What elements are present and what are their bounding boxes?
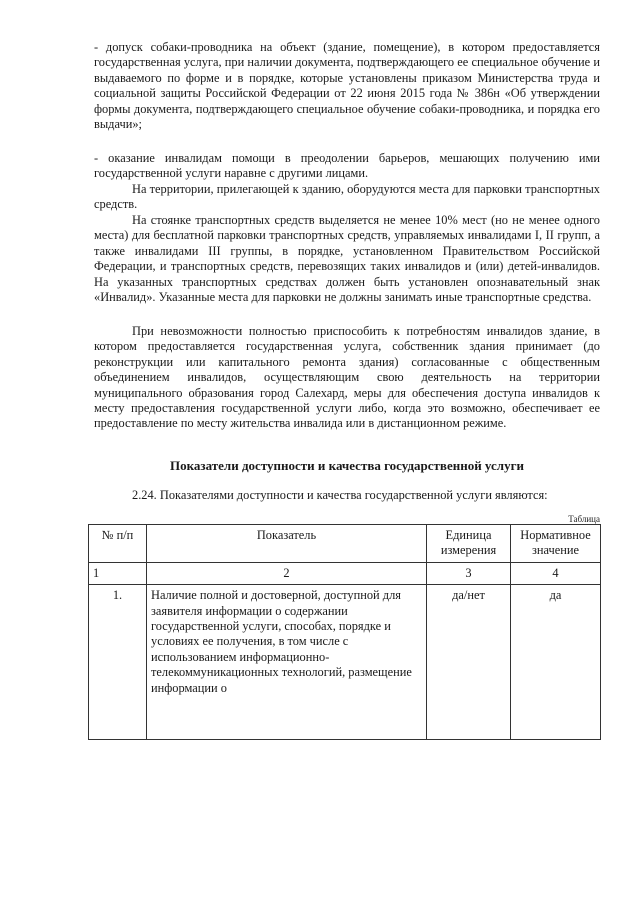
header-unit: Единица измерения [427, 525, 511, 563]
row-unit: да/нет [427, 585, 511, 740]
numbering-cell: 2 [147, 562, 427, 584]
numbering-cell: 1 [89, 562, 147, 584]
row-indicator [147, 585, 427, 740]
paragraph-indicators-intro: 2.24. Показателями доступности и качества государственной услуги являются: [132, 488, 548, 502]
table-header-row [89, 525, 601, 563]
numbering-cell: 3 [427, 562, 511, 584]
indicators-table [88, 524, 601, 740]
section-heading: Показатели доступности и качества государственной услуги [169, 458, 524, 473]
paragraph-assistance: - оказание инвалидам помощи в преодолении барьеров, мешающих получению ими государственной услуги наравне с другими лицами. [94, 151, 600, 181]
paragraph-parking-places: На стоянке транспортных средств выделяется не менее 10% мест (но не менее одного места) для бесплатной парковки транспортных средств, управляемых инвалидами I, II групп, а также инвалидами III группы, в порядке, установленном Правительством Российской Федерации, и транспортных средств, перевозящих таких инвалидов и (или) детей-инвалидов. На указанных транспортных средствах должен быть установлен опознавательный знак «Инвалид». Указанные места для парковки не должны занимать иные транспортные средства. [94, 213, 600, 305]
paragraph-building-adaptation: При невозможности полностью приспособить к потребностям инвалидов здание, в котором предоставляется государственная услуга, собственник здания принимает (до реконструкции или капитального ремонта здания) согласованные с общественным объединением инвалидов, осуществляющим свою деятельность на территории муниципального образования город Салехард, меры для обеспечения доступа инвалидов к месту предоставления государственной услуги либо, когда это возможно, обеспечивает ее предоставление по месту жительства инвалида или в дистанционном режиме. [94, 324, 600, 431]
header-num: № п/п [89, 525, 147, 563]
table-caption: Таблица [568, 514, 600, 524]
table-numbering-row [89, 562, 601, 584]
paragraph-parking-territory: На территории, прилегающей к зданию, оборудуются места для парковки транспортных средств. [94, 182, 600, 212]
table-row [89, 585, 601, 740]
paragraph-guide-dog: - допуск собаки-проводника на объект (здание, помещение), в котором предоставляется государственная услуга, при наличии документа, подтверждающего ее специальное обучение и выдаваемого по форме и в порядке, которые установлены приказом Министерства труда и социальной защиты Российской Федерации от 22 июня 2015 года № 386н «Об утверждении формы документа, подтверждающего специальное обучение собаки-проводника, и порядка его выдачи»; [94, 40, 600, 132]
row-indicator-text: Наличие полной и достоверной, доступной для заявителя информации о содержании государственной услуги, способах, порядке и условиях ее получения, в том числе с использованием информационно-телекоммуникационных технологий, размещение информации о [151, 588, 412, 695]
header-normative-value: Нормативное значение [511, 525, 601, 563]
row-value: да [511, 585, 601, 740]
header-indicator: Показатель [147, 525, 427, 563]
row-number: 1. [89, 585, 147, 740]
numbering-cell: 4 [511, 562, 601, 584]
